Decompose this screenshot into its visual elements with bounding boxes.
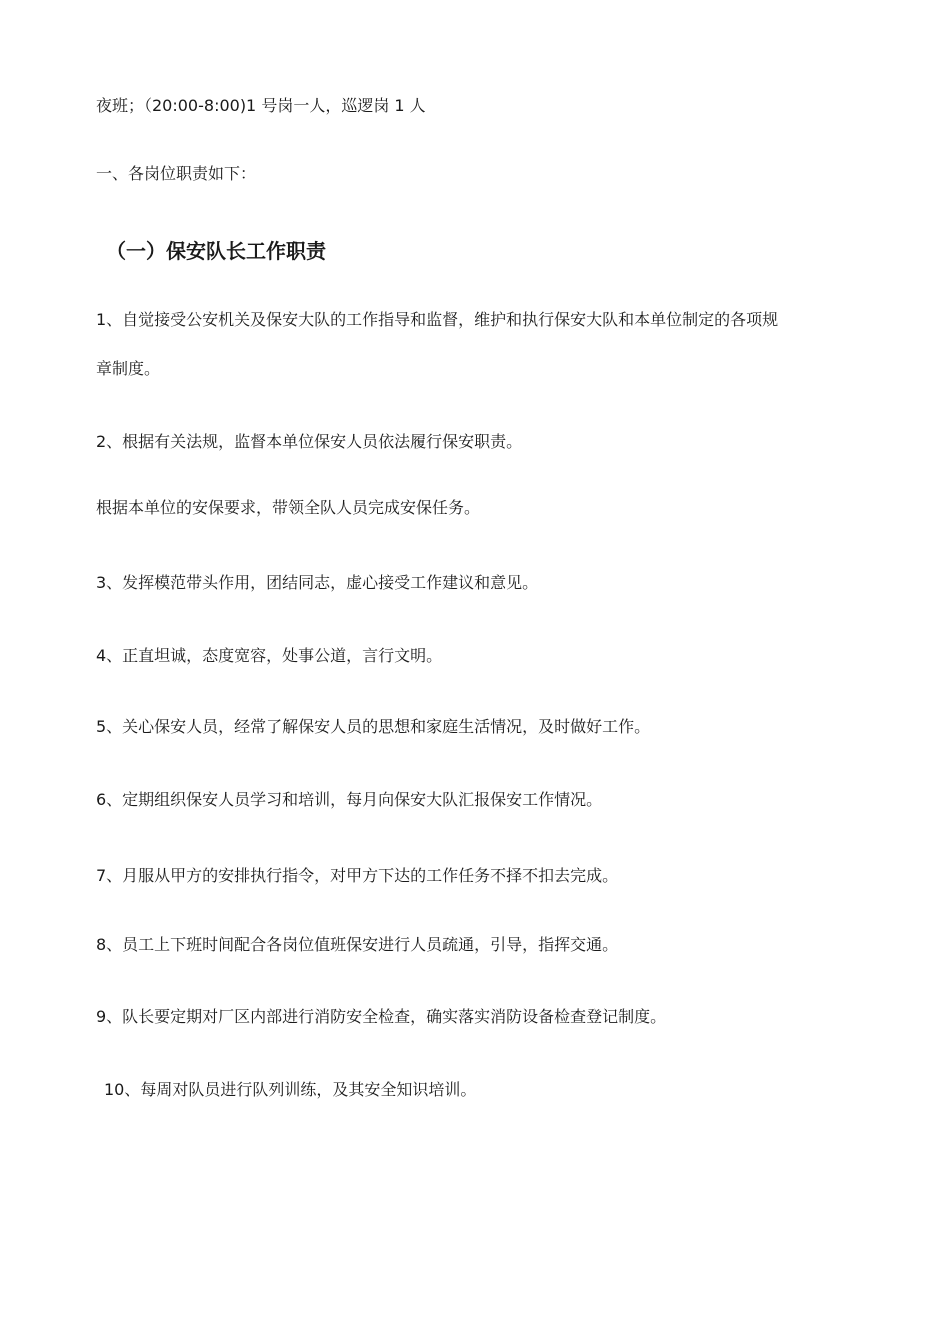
- section-intro: 一、各岗位职责如下：: [96, 164, 257, 183]
- duty-item-8: 8、员工上下班时间配合各岗位值班保安进行人员疏通，引导，指挥交通。: [96, 935, 619, 954]
- duty-item-10: 10、每周对队员进行队列训练，及其安全知识培训。: [104, 1080, 477, 1099]
- duty-item-6: 6、定期组织保安人员学习和培训，每月向保安大队汇报保安工作情况。: [96, 790, 603, 809]
- section-heading: （一）保安队长工作职责: [106, 239, 326, 263]
- duty-item-7: 7、月服从甲方的安排执行指令，对甲方下达的工作任务不择不扣去完成。: [96, 866, 619, 885]
- duty-item-9: 9、队长要定期对厂区内部进行消防安全检查，确实落实消防设备检查登记制度。: [96, 1007, 667, 1026]
- duty-item-2: 2、根据有关法规，监督本单位保安人员依法履行保安职责。: [96, 432, 523, 451]
- duty-item-2-note: 根据本单位的安保要求，带领全队人员完成安保任务。: [96, 498, 481, 517]
- duty-item-5: 5、关心保安人员，经常了解保安人员的思想和家庭生活情况，及时做好工作。: [96, 717, 651, 736]
- shift-schedule-line: 夜班；（20:00-8:00)1 号岗一人，巡逻岗 1 人: [96, 96, 426, 115]
- duty-item-1-continued: 章制度。: [96, 359, 161, 378]
- duty-item-3: 3、发挥模范带头作用，团结同志，虚心接受工作建议和意见。: [96, 573, 539, 592]
- duty-item-1: 1、自觉接受公安机关及保安大队的工作指导和监督，维护和执行保安大队和本单位制定的各项规: [96, 310, 779, 329]
- duty-item-4: 4、正直坦诚，态度宽容，处事公道，言行文明。: [96, 646, 443, 665]
